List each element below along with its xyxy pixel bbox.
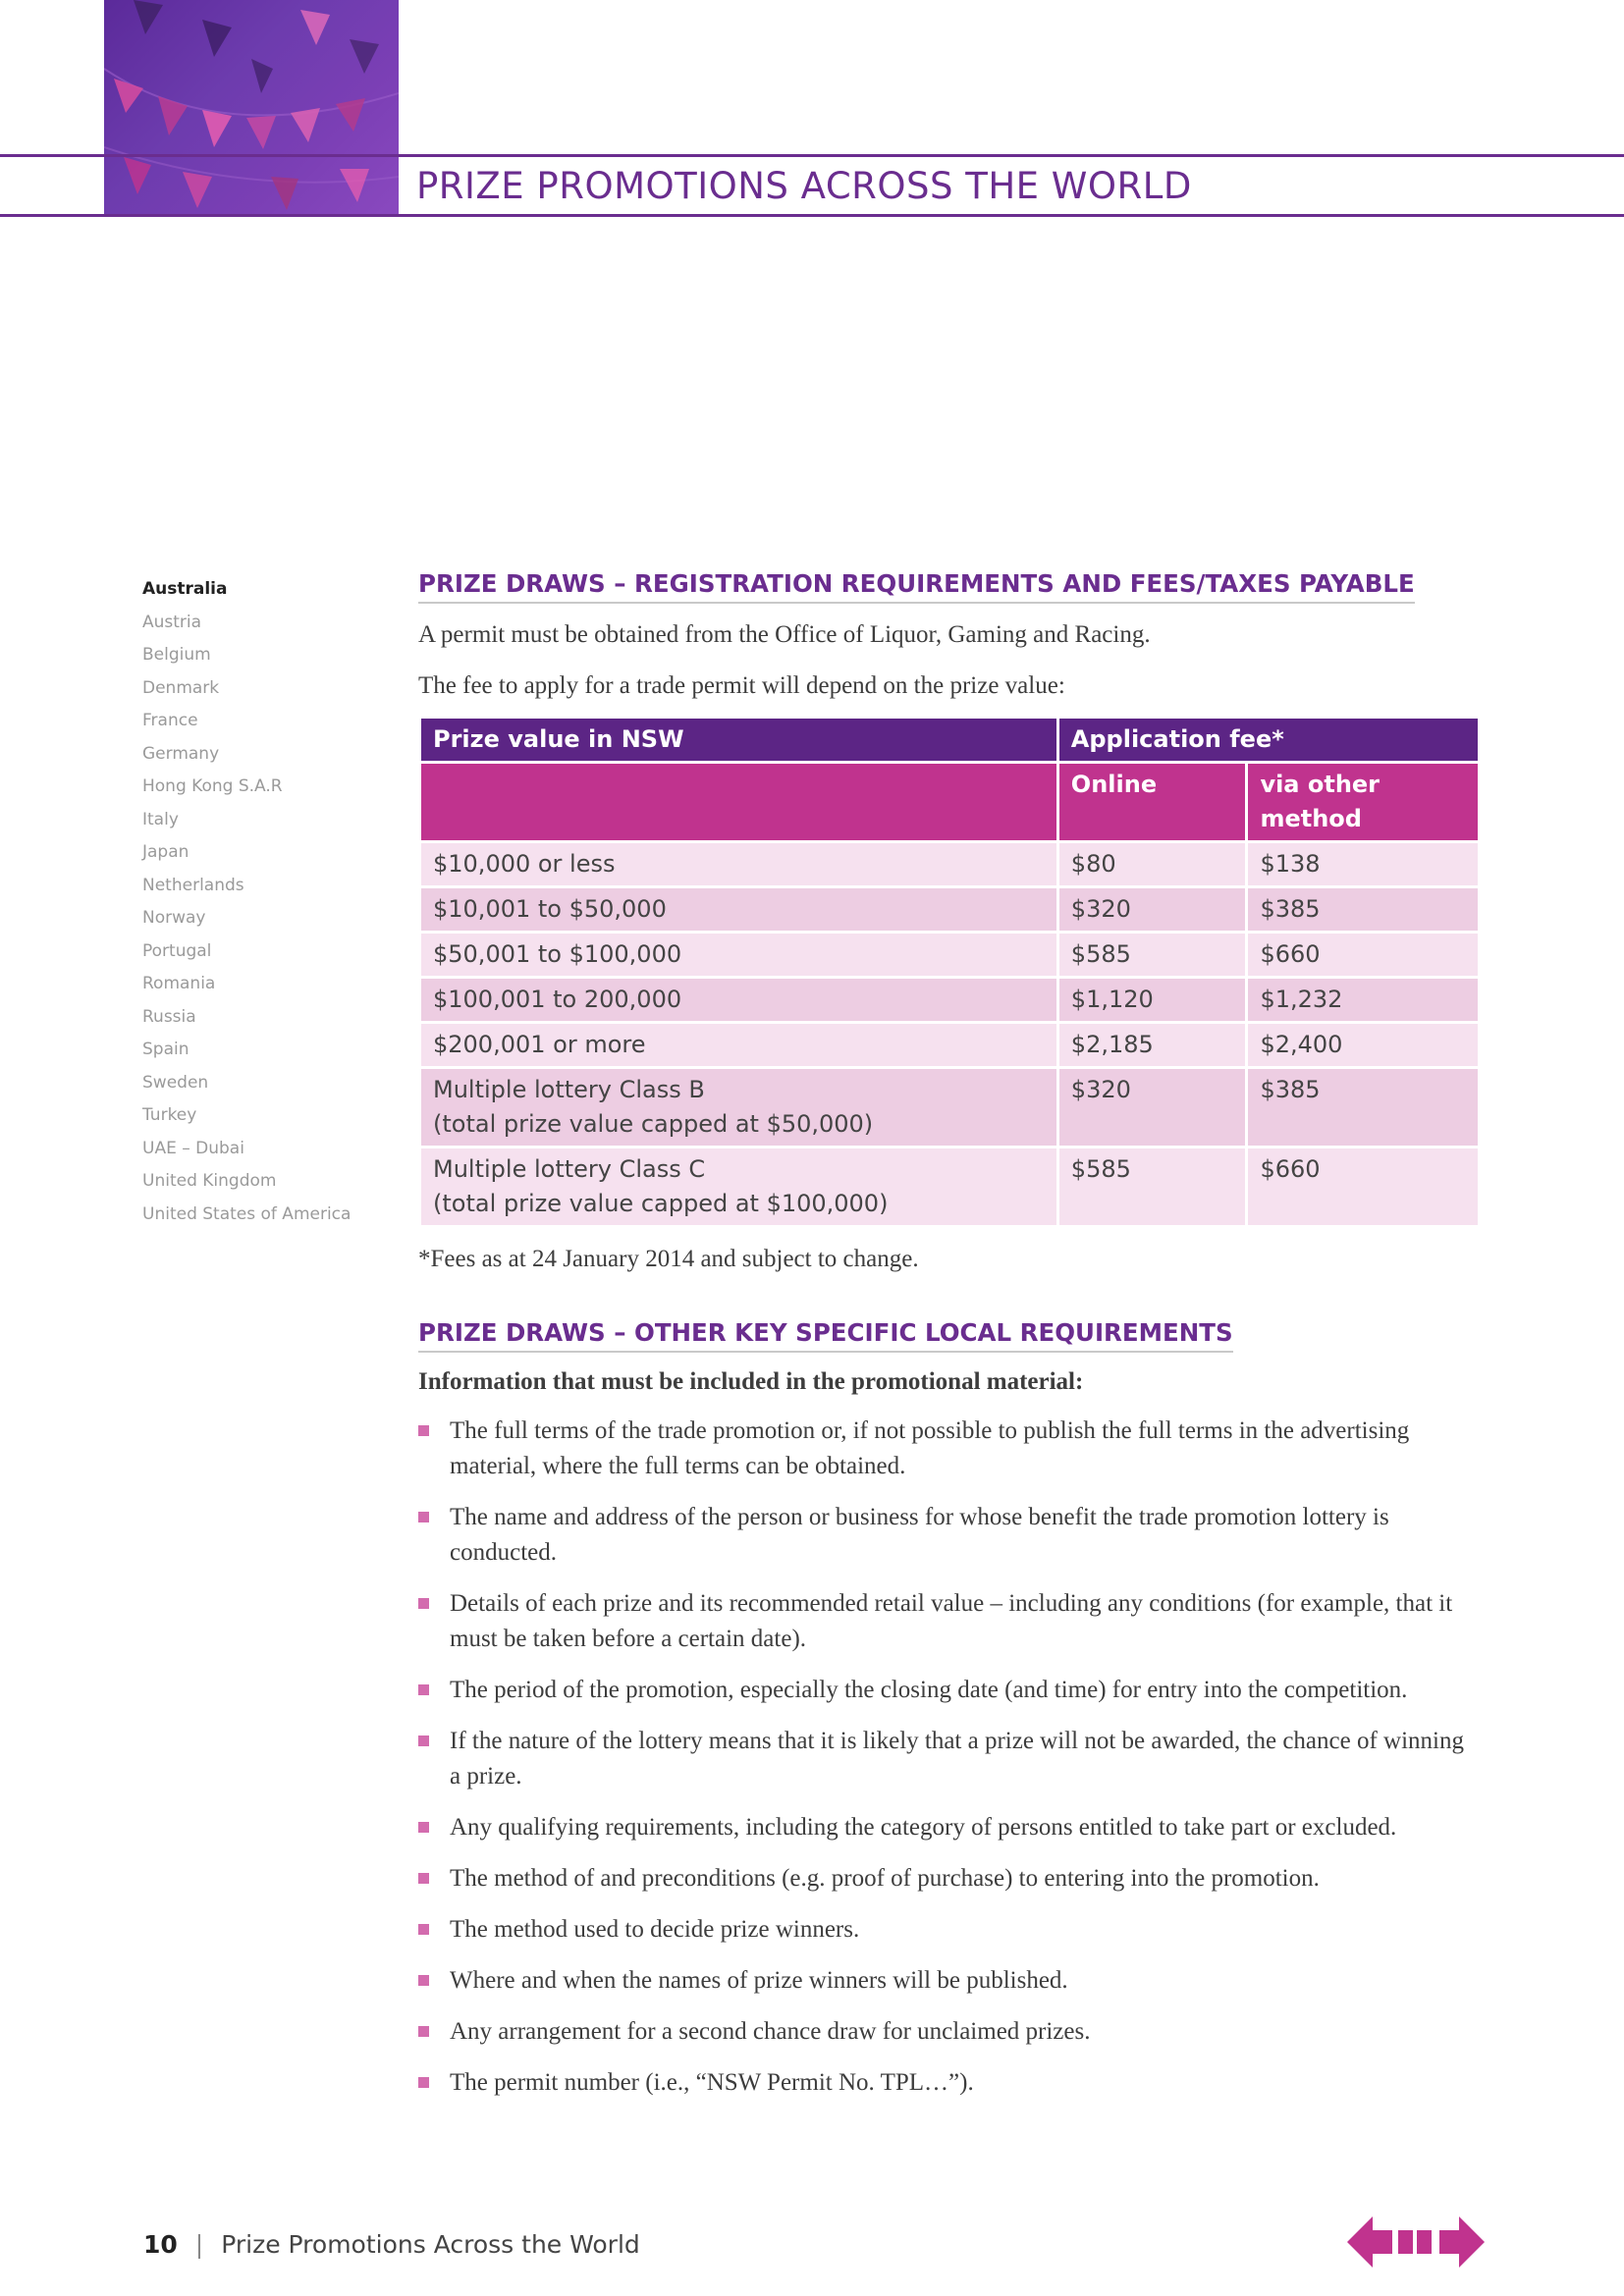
main-content xyxy=(418,569,1481,2116)
header-online: Online xyxy=(1057,763,1247,842)
nav-item-denmark[interactable]: Denmark xyxy=(142,677,220,698)
section-heading-registration: PRIZE DRAWS – REGISTRATION REQUIREMENTS AND FEES/TAXES PAYABLE xyxy=(418,569,1415,604)
cell-prize xyxy=(420,1068,1058,1148)
page-number: 10 xyxy=(143,2230,178,2259)
list-item xyxy=(418,1673,1481,1708)
table-row xyxy=(420,933,1480,978)
nav-item-turkey[interactable]: Turkey xyxy=(142,1105,197,1125)
table-row xyxy=(420,978,1480,1023)
list-item xyxy=(418,1963,1481,1999)
arrow-right-icon[interactable] xyxy=(1437,2215,1485,2269)
header-application-fee: Application fee* xyxy=(1057,718,1479,763)
list-item-text: The method used to decide prize winners. xyxy=(450,1916,860,1943)
square-bullet-icon xyxy=(418,1873,429,1884)
requirements-intro: Information that must be included in the promotional material: xyxy=(418,1368,1084,1395)
list-item-text: The method of and preconditions (e.g. proof of purchase) to entering into the promotion. xyxy=(450,1865,1320,1892)
section-heading-local-requirements: PRIZE DRAWS – OTHER KEY SPECIFIC LOCAL REQUIREMENTS xyxy=(418,1318,1233,1353)
square-bullet-icon xyxy=(418,1512,429,1522)
nav-item-spain[interactable]: Spain xyxy=(142,1040,189,1059)
nav-item-australia[interactable]: Australia xyxy=(142,579,228,599)
nav-item-japan[interactable]: Japan xyxy=(142,842,189,862)
list-item-text: Where and when the names of prize winners will be published. xyxy=(450,1967,1068,1994)
cell-online: $320 xyxy=(1057,887,1247,933)
nav-item-romania[interactable]: Romania xyxy=(142,974,216,993)
list-item-text: The full terms of the trade promotion or, if not possible to publish the full terms in the advertising material, where the full terms can be obtained. xyxy=(450,1417,1410,1479)
list-item xyxy=(418,1586,1481,1657)
footer-separator: | xyxy=(194,2230,204,2259)
list-item xyxy=(418,2014,1481,2050)
nav-item-austria[interactable]: Austria xyxy=(142,612,202,632)
square-bullet-icon xyxy=(418,1735,429,1746)
cell-prize: $50,001 to $100,000 xyxy=(420,933,1058,978)
nav-item-belgium[interactable]: Belgium xyxy=(142,645,211,665)
nav-item-netherlands[interactable]: Netherlands xyxy=(142,875,244,895)
cell-other: $660 xyxy=(1247,1148,1480,1227)
list-item xyxy=(418,2065,1481,2101)
cell-other: $660 xyxy=(1247,933,1480,978)
permit-paragraph: A permit must be obtained from the Office of Liquor, Gaming and Racing. xyxy=(418,621,1151,648)
header-other-line2: method xyxy=(1260,805,1362,832)
nav-item-norway[interactable]: Norway xyxy=(142,908,206,928)
cell-other: $2,400 xyxy=(1247,1023,1480,1068)
cell-prize-note: (total prize value capped at $100,000) xyxy=(433,1190,889,1217)
square-bullet-icon xyxy=(418,1924,429,1935)
nav-item-united-kingdom[interactable]: United Kingdom xyxy=(142,1171,277,1191)
page-footer xyxy=(143,2230,640,2259)
nav-item-germany[interactable]: Germany xyxy=(142,743,220,764)
list-item-text: Any qualifying requirements, including the category of persons entitled to take part or excluded. xyxy=(450,1814,1397,1841)
cell-prize-name: Multiple lottery Class C xyxy=(433,1155,706,1183)
table-subheader-row xyxy=(420,763,1480,842)
bunting-flags-illustration xyxy=(104,0,399,216)
cell-online: $585 xyxy=(1057,1148,1247,1227)
subheader-blank xyxy=(420,763,1058,842)
square-bullet-icon xyxy=(418,2077,429,2088)
square-bullet-icon xyxy=(418,2026,429,2037)
cell-online: $1,120 xyxy=(1057,978,1247,1023)
cell-online: $320 xyxy=(1057,1068,1247,1148)
page-title: PRIZE PROMOTIONS ACROSS THE WORLD xyxy=(416,165,1192,207)
list-item xyxy=(418,1500,1481,1571)
table-row xyxy=(420,842,1480,887)
page-navigation xyxy=(1347,2215,1485,2269)
cell-online: $585 xyxy=(1057,933,1247,978)
nav-item-italy[interactable]: Italy xyxy=(142,809,179,829)
fee-footnote: *Fees as at 24 January 2014 and subject to change. xyxy=(418,1246,919,1272)
list-item-text: Any arrangement for a second chance draw for unclaimed prizes. xyxy=(450,2018,1091,2045)
header-other-method xyxy=(1247,763,1480,842)
country-nav xyxy=(142,573,378,1231)
nav-item-portugal[interactable]: Portugal xyxy=(142,940,212,961)
square-bullet-icon xyxy=(418,1598,429,1609)
requirements-list xyxy=(418,1414,1481,2101)
table-header-row xyxy=(420,718,1480,763)
list-item-text: The period of the promotion, especially the closing date (and time) for entry into the competition. xyxy=(450,1677,1408,1703)
cell-prize-name: Multiple lottery Class B xyxy=(433,1076,705,1103)
list-item-text: The name and address of the person or business for whose benefit the trade promotion lottery is conducted. xyxy=(450,1504,1389,1566)
fee-paragraph: The fee to apply for a trade permit will depend on the prize value: xyxy=(418,672,1065,699)
header-prize-value: Prize value in NSW xyxy=(420,718,1058,763)
list-item xyxy=(418,1861,1481,1896)
cell-prize-note: (total prize value capped at $50,000) xyxy=(433,1110,874,1138)
cell-other: $385 xyxy=(1247,887,1480,933)
table-row xyxy=(420,1068,1480,1148)
square-bullet-icon xyxy=(418,1975,429,1986)
nav-item-uae-dubai[interactable]: UAE – Dubai xyxy=(142,1138,244,1158)
cell-online: $2,185 xyxy=(1057,1023,1247,1068)
table-row xyxy=(420,1148,1480,1227)
list-item xyxy=(418,1414,1481,1484)
nav-item-sweden[interactable]: Sweden xyxy=(142,1072,209,1093)
table-row xyxy=(420,887,1480,933)
cell-other: $1,232 xyxy=(1247,978,1480,1023)
square-bullet-icon xyxy=(418,1425,429,1436)
cell-other: $385 xyxy=(1247,1068,1480,1148)
list-item xyxy=(418,1724,1481,1794)
cell-prize: $100,001 to 200,000 xyxy=(420,978,1058,1023)
square-bullet-icon xyxy=(418,1822,429,1833)
nav-item-united-states[interactable]: United States of America xyxy=(142,1203,352,1224)
footer-doc-title: Prize Promotions Across the World xyxy=(221,2230,640,2259)
cell-other: $138 xyxy=(1247,842,1480,887)
list-item-text: If the nature of the lottery means that it is likely that a prize will not be awarded, the chance of winning a prize. xyxy=(450,1728,1464,1789)
cell-prize: $10,001 to $50,000 xyxy=(420,887,1058,933)
nav-item-russia[interactable]: Russia xyxy=(142,1006,196,1027)
header-rule-bottom xyxy=(0,214,1624,217)
cell-prize xyxy=(420,1148,1058,1227)
cell-online: $80 xyxy=(1057,842,1247,887)
list-item-text: Details of each prize and its recommended retail value – including any conditions (for example, that it must be taken before a certain date). xyxy=(450,1590,1453,1652)
cell-prize: $10,000 or less xyxy=(420,842,1058,887)
list-item-text: The permit number (i.e., “NSW Permit No. TPL…”). xyxy=(450,2069,974,2096)
arrow-left-icon[interactable] xyxy=(1347,2215,1394,2269)
list-item xyxy=(418,1810,1481,1845)
nav-item-france[interactable]: France xyxy=(142,711,198,730)
cell-prize: $200,001 or more xyxy=(420,1023,1058,1068)
header-other-line1: via other xyxy=(1260,771,1380,798)
nav-item-hong-kong[interactable]: Hong Kong S.A.R xyxy=(142,776,283,796)
header-banner-image xyxy=(104,0,399,216)
fee-table xyxy=(418,716,1481,1228)
square-bullet-icon xyxy=(418,1684,429,1695)
square-icon[interactable] xyxy=(1398,2230,1434,2254)
list-item xyxy=(418,1912,1481,1948)
table-row xyxy=(420,1023,1480,1068)
header-rule-top xyxy=(0,154,1624,157)
